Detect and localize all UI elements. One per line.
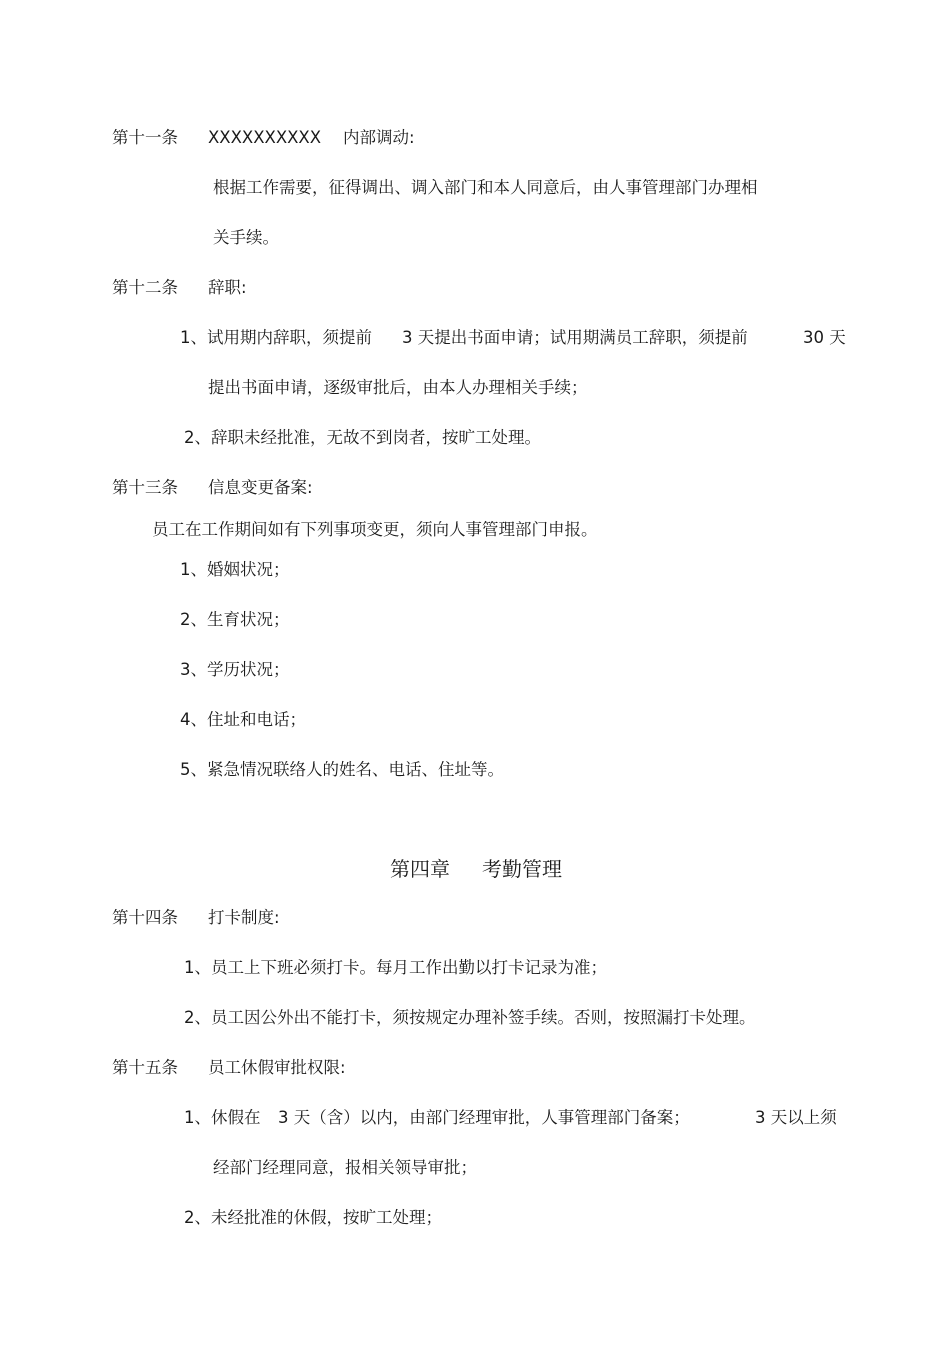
article-15-heading: 第十五条 [112, 1058, 178, 1077]
article-11-body-line-2: 关手续。 [213, 228, 279, 247]
article-15-item-2: 2、未经批准的休假，按旷工处理； [184, 1208, 442, 1227]
article-12-heading: 第十二条 [112, 278, 178, 297]
article-14-item-1: 1、员工上下班必须打卡。每月工作出勤以打卡记录为准； [184, 958, 607, 977]
article-14-item-2: 2、员工因公外出不能打卡，须按规定办理补签手续。否则，按照漏打卡处理。 [184, 1008, 756, 1027]
list-item: 3、学历状况； [180, 660, 290, 679]
article-12-title: 辞职: [208, 278, 247, 297]
article-15-item-1-line-1-a: 1、休假在 [184, 1108, 261, 1127]
company-name: XXXXXXXXXX [208, 128, 322, 147]
article-15-item-1-line-2: 经部门经理同意，报相关领导审批； [213, 1158, 477, 1177]
article-15-item-1-line-1-c: 3 天以上须 [755, 1108, 837, 1127]
article-15-item-1-line-1-b: 3 天（含）以内，由部门经理审批，人事管理部门备案； [278, 1108, 690, 1127]
article-11-body-line-1: 根据工作需要，征得调出、调入部门和本人同意后，由人事管理部门办理相 [213, 178, 758, 197]
article-12-item-1-line-1-c: 30 天 [803, 328, 846, 347]
article-12-item-1-line-2: 提出书面申请，逐级审批后，由本人办理相关手续； [208, 378, 588, 397]
list-item: 2、生育状况； [180, 610, 290, 629]
article-15-title: 员工休假审批权限: [208, 1058, 346, 1077]
list-item: 1、婚姻状况； [180, 560, 290, 579]
article-12-item-2: 2、辞职未经批准，无故不到岗者，按旷工处理。 [184, 428, 541, 447]
article-11-heading: 第十一条 [112, 128, 178, 147]
article-13-title: 信息变更备案: [208, 478, 313, 497]
article-14-heading: 第十四条 [112, 908, 178, 927]
chapter-title: 考勤管理 [482, 857, 562, 881]
list-item: 4、住址和电话； [180, 710, 306, 729]
article-14-title: 打卡制度: [208, 908, 280, 927]
article-12-item-1-line-1-b: 3 天提出书面申请；试用期满员工辞职，须提前 [402, 328, 748, 347]
article-12-item-1-line-1-a: 1、试用期内辞职，须提前 [180, 328, 372, 347]
article-13-heading: 第十三条 [112, 478, 178, 497]
list-item: 5、紧急情况联络人的姓名、电话、住址等。 [180, 760, 504, 779]
article-11-title: 内部调动: [343, 128, 415, 147]
article-13-intro: 员工在工作期间如有下列事项变更，须向人事管理部门申报。 [152, 520, 598, 539]
chapter-number: 第四章 [390, 857, 450, 881]
